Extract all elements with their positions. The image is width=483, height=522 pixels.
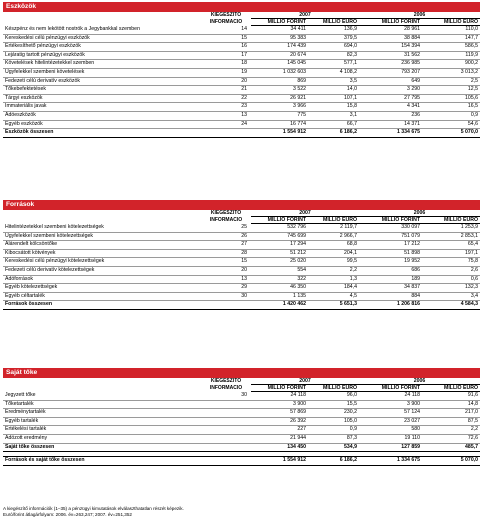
row-euro-2007: 2 119,7 [308,224,359,233]
row-forint-2006: 57 124 [359,409,422,418]
row-forint-2006: 3 900 [359,400,422,409]
section-title: Eszközök [3,2,480,12]
unit-euro-header: MILLIÓ EURÓ [422,385,480,392]
total-forint-2007: 1 420 462 [251,301,308,310]
row-euro-2007: 136,9 [308,26,359,35]
row-forint-2006: 580 [359,426,422,435]
row-euro-2006: 2,2 [422,426,480,435]
row-info-ref: 29 [201,284,251,293]
row-forint-2006: 14 371 [359,120,422,129]
row-info-ref: 17 [201,51,251,60]
total-euro-2007: 6 186,2 [308,129,359,138]
row-euro-2006: 65,4 [422,241,480,250]
total-forint-2007: 1 554 912 [251,129,308,138]
row-euro-2006: 217,0 [422,409,480,418]
table-row [3,26,480,35]
table-row [3,409,480,418]
row-forint-2006: 793 207 [359,68,422,77]
row-euro-2007: 0,9 [308,426,359,435]
row-label: Tőkebefektetések [3,86,201,95]
row-forint-2006: 884 [359,292,422,301]
grand-total-row [3,457,480,466]
row-euro-2006: 147,7 [422,34,480,43]
table-row [3,103,480,112]
row-euro-2006: 12,5 [422,86,480,95]
info-col-header: KIEGÉSZÍTŐ [210,12,242,19]
table-row [3,241,480,250]
row-euro-2006: 1 253,9 [422,224,480,233]
row-euro-2007: 14,0 [308,86,359,95]
row-label: Jegyzett tőke [3,392,201,401]
row-euro-2007: 15,8 [308,103,359,112]
liabilities-section [3,200,480,310]
row-euro-2007: 66,7 [308,120,359,129]
row-label: Ügyfelekkel szembeni kötelezettségek [3,232,201,241]
row-euro-2007: 204,1 [308,249,359,258]
liabilities-table [3,210,480,310]
row-euro-2007: 96,0 [308,392,359,401]
row-forint-2006: 4 341 [359,103,422,112]
total-label: Saját tőke összesen [3,443,201,452]
row-forint-2007: 145 045 [251,60,308,69]
row-euro-2006: 75,8 [422,258,480,267]
year-2007-header: 2007 [251,12,359,19]
info-col-header: INFORMÁCIÓ [209,19,243,25]
total-euro-2006: 5 070,0 [422,129,480,138]
table-row [3,392,480,401]
row-label: Adóforrások [3,275,201,284]
row-euro-2006: 586,5 [422,43,480,52]
table-row [3,51,480,60]
row-euro-2007: 1,3 [308,275,359,284]
info-col-header: KIEGÉSZÍTŐ [210,378,242,385]
row-forint-2007: 227 [251,426,308,435]
row-forint-2007: 51 212 [251,249,308,258]
row-label: Egyéb kötelezettségek [3,284,201,293]
year-2006-header: 2006 [359,12,480,19]
row-forint-2007: 25 020 [251,258,308,267]
row-info-ref [201,409,251,418]
year-2007-header: 2007 [251,378,359,385]
table-row [3,68,480,77]
row-forint-2006: 28 961 [359,26,422,35]
row-info-ref [201,426,251,435]
row-forint-2007: 20 674 [251,51,308,60]
table-row [3,434,480,443]
table-row [3,34,480,43]
row-label: Immateriális javak [3,103,201,112]
row-euro-2006: 3 013,2 [422,68,480,77]
grand-total-euro-2006: 5 070,0 [422,457,480,466]
table-row [3,258,480,267]
row-forint-2007: 1 135 [251,292,308,301]
total-euro-2006: 485,7 [422,443,480,452]
row-info-ref: 26 [201,232,251,241]
grand-total-forint-2006: 1 334 675 [359,457,422,466]
row-forint-2007: 174 439 [251,43,308,52]
table-row [3,284,480,293]
row-info-ref: 30 [201,392,251,401]
row-info-ref: 13 [201,275,251,284]
row-forint-2006: 19 110 [359,434,422,443]
row-label: Lejáratig tartott pénzügyi eszközök [3,51,201,60]
row-euro-2007: 694,0 [308,43,359,52]
equity-total-row [3,443,480,452]
total-forint-2006: 1 334 675 [359,129,422,138]
row-euro-2007: 184,4 [308,284,359,293]
row-forint-2007: 1 032 603 [251,68,308,77]
table-row [3,94,480,103]
section-title: Saját tőke [3,368,480,378]
unit-euro-header: MILLIÓ EURÓ [308,19,359,26]
row-forint-2006: 17 212 [359,241,422,250]
row-label: Tőketartalék [3,400,201,409]
row-euro-2007: 107,1 [308,94,359,103]
row-forint-2006: 24 118 [359,392,422,401]
row-info-ref: 22 [201,94,251,103]
row-forint-2007: 775 [251,111,308,120]
row-euro-2007: 68,8 [308,241,359,250]
row-forint-2006: 3 290 [359,86,422,95]
row-info-ref: 28 [201,249,251,258]
table-row [3,292,480,301]
row-info-ref: 25 [201,224,251,233]
row-label: Egyéb tartalék [3,417,201,426]
row-euro-2006: 110,0 [422,26,480,35]
table-row [3,400,480,409]
total-euro-2006: 4 584,3 [422,301,480,310]
row-label: Kibocsátott kötvények [3,249,201,258]
row-euro-2006: 3,4 [422,292,480,301]
row-info-ref: 27 [201,241,251,250]
equity-section [3,368,480,466]
row-euro-2007: 15,5 [308,400,359,409]
total-label: Eszközök összesen [3,129,201,138]
total-label: Források összesen [3,301,201,310]
section-title: Források [3,200,480,210]
row-info-ref: 19 [201,68,251,77]
row-info-ref: 23 [201,103,251,112]
row-forint-2007: 3 900 [251,400,308,409]
row-info-ref: 15 [201,34,251,43]
row-label: Hitelintézetekkel szembeni kötelezettségek [3,224,201,233]
row-euro-2007: 105,0 [308,417,359,426]
row-forint-2007: 16 774 [251,120,308,129]
row-euro-2007: 3,1 [308,111,359,120]
row-info-ref: 13 [201,111,251,120]
row-label: Egyéb eszközök [3,120,201,129]
row-forint-2006: 34 837 [359,284,422,293]
row-forint-2006: 236 [359,111,422,120]
row-label: Követelések hitelintézetekkel szemben [3,60,201,69]
info-col-header: INFORMÁCIÓ [209,217,243,223]
table-row [3,417,480,426]
row-label: Értékelési tartalék [3,426,201,435]
row-label: Adóeszközök [3,111,201,120]
row-euro-2006: 900,2 [422,60,480,69]
row-forint-2007: 26 392 [251,417,308,426]
row-euro-2007: 82,3 [308,51,359,60]
row-forint-2006: 189 [359,275,422,284]
grand-total-label: Források és saját tőke összesen [3,457,201,466]
footnote [3,506,480,517]
assets-section [3,2,480,138]
row-euro-2007: 577,1 [308,60,359,69]
row-forint-2007: 532 796 [251,224,308,233]
row-forint-2006: 27 795 [359,94,422,103]
info-col-header: INFORMÁCIÓ [209,385,243,391]
row-euro-2007: 2,2 [308,266,359,275]
row-label: Kereskedési célú pénzügyi kötelezettségek [3,258,201,267]
row-forint-2007: 322 [251,275,308,284]
row-forint-2007: 3 966 [251,103,308,112]
table-row [3,426,480,435]
row-label: Kereskedési célú pénzügyi eszközök [3,34,201,43]
grand-total-euro-2007: 6 186,2 [308,457,359,466]
row-forint-2006: 31 562 [359,51,422,60]
row-euro-2006: 14,8 [422,400,480,409]
unit-forint-header: MILLIÓ FORINT [251,217,308,224]
row-label: Fedezeti célú derivatív eszközök [3,77,201,86]
row-euro-2006: 72,6 [422,434,480,443]
row-label: Készpénz és nem lekötött nostrók a Jegybankkal szemben [3,26,201,35]
row-forint-2007: 46 350 [251,284,308,293]
row-euro-2006: 87,5 [422,417,480,426]
row-info-ref: 21 [201,86,251,95]
row-forint-2007: 21 944 [251,434,308,443]
row-label: Ügyfelekkel szembeni követelések [3,68,201,77]
info-col-header: KIEGÉSZÍTŐ [210,210,242,217]
row-euro-2007: 4,5 [308,292,359,301]
unit-forint-header: MILLIÓ FORINT [251,385,308,392]
row-euro-2006: 119,9 [422,51,480,60]
table-row [3,224,480,233]
row-info-ref [201,400,251,409]
row-euro-2006: 0,9 [422,111,480,120]
row-euro-2006: 197,1 [422,249,480,258]
row-info-ref: 14 [201,26,251,35]
row-forint-2007: 95 383 [251,34,308,43]
row-forint-2007: 745 699 [251,232,308,241]
assets-table [3,12,480,138]
row-forint-2006: 751 079 [359,232,422,241]
row-forint-2006: 38 884 [359,34,422,43]
row-euro-2006: 91,6 [422,392,480,401]
row-forint-2006: 23 027 [359,417,422,426]
row-forint-2006: 330 097 [359,224,422,233]
row-info-ref: 24 [201,120,251,129]
row-info-ref: 20 [201,77,251,86]
grand-total-forint-2007: 1 554 912 [251,457,308,466]
row-euro-2006: 16,5 [422,103,480,112]
total-forint-2006: 1 206 816 [359,301,422,310]
table-row [3,111,480,120]
row-forint-2006: 686 [359,266,422,275]
row-euro-2006: 2,5 [422,77,480,86]
table-row [3,232,480,241]
footnote-line: A kiegészítő információk (1–35) a pénzügyi kimutatások elválaszthatatlan részét képezik. [3,506,184,511]
row-info-ref: 15 [201,258,251,267]
table-row [3,43,480,52]
table-row [3,120,480,129]
year-2006-header: 2006 [359,210,480,217]
unit-euro-header: MILLIÓ EURÓ [422,19,480,26]
unit-forint-header: MILLIÓ FORINT [359,217,422,224]
row-forint-2007: 554 [251,266,308,275]
row-info-ref: 18 [201,60,251,69]
row-forint-2006: 19 952 [359,258,422,267]
row-euro-2006: 2 853,1 [422,232,480,241]
row-info-ref: 20 [201,266,251,275]
row-euro-2006: 0,6 [422,275,480,284]
footnote-line: Euró/forint átlagárfolyam: 2006. év=263,247; 2007. év=251,352 [3,511,132,517]
row-euro-2006: 2,6 [422,266,480,275]
row-info-ref [201,417,251,426]
row-forint-2007: 24 118 [251,392,308,401]
total-euro-2007: 5 651,3 [308,301,359,310]
row-label: Alárendelt kölcsöntőke [3,241,201,250]
total-forint-2006: 127 859 [359,443,422,452]
row-forint-2007: 57 869 [251,409,308,418]
row-forint-2007: 26 921 [251,94,308,103]
row-forint-2006: 236 985 [359,60,422,69]
table-row [3,77,480,86]
table-row [3,249,480,258]
table-row [3,60,480,69]
row-info-ref: 16 [201,43,251,52]
row-euro-2007: 230,2 [308,409,359,418]
row-label: Adózott eredmény [3,434,201,443]
row-forint-2007: 3 522 [251,86,308,95]
row-forint-2006: 649 [359,77,422,86]
row-label: Fedezeti célú derivatív kötelezettségek [3,266,201,275]
row-label: Értékesíthető pénzügyi eszközök [3,43,201,52]
row-label: Egyéb céltartalék [3,292,201,301]
row-euro-2007: 2 966,7 [308,232,359,241]
unit-forint-header: MILLIÓ FORINT [359,19,422,26]
row-euro-2007: 379,5 [308,34,359,43]
row-euro-2007: 4 108,2 [308,68,359,77]
row-forint-2007: 17 294 [251,241,308,250]
unit-euro-header: MILLIÓ EURÓ [308,217,359,224]
assets-total-row [3,129,480,138]
total-forint-2007: 134 450 [251,443,308,452]
row-euro-2007: 3,5 [308,77,359,86]
year-2007-header: 2007 [251,210,359,217]
year-2006-header: 2006 [359,378,480,385]
unit-forint-header: MILLIÓ FORINT [359,385,422,392]
row-euro-2007: 87,3 [308,434,359,443]
unit-euro-header: MILLIÓ EURÓ [422,217,480,224]
row-euro-2007: 99,5 [308,258,359,267]
row-label: Eredménytartalék [3,409,201,418]
row-forint-2006: 154 394 [359,43,422,52]
row-info-ref [201,434,251,443]
row-info-ref: 30 [201,292,251,301]
row-euro-2006: 54,6 [422,120,480,129]
row-forint-2007: 869 [251,77,308,86]
row-forint-2006: 51 898 [359,249,422,258]
equity-table [3,378,480,466]
total-euro-2007: 534,9 [308,443,359,452]
row-forint-2007: 34 411 [251,26,308,35]
row-euro-2006: 132,3 [422,284,480,293]
unit-forint-header: MILLIÓ FORINT [251,19,308,26]
unit-euro-header: MILLIÓ EURÓ [308,385,359,392]
row-euro-2006: 105,6 [422,94,480,103]
row-label: Tárgyi eszközök [3,94,201,103]
table-row [3,86,480,95]
liabilities-total-row [3,301,480,310]
table-row [3,275,480,284]
table-row [3,266,480,275]
